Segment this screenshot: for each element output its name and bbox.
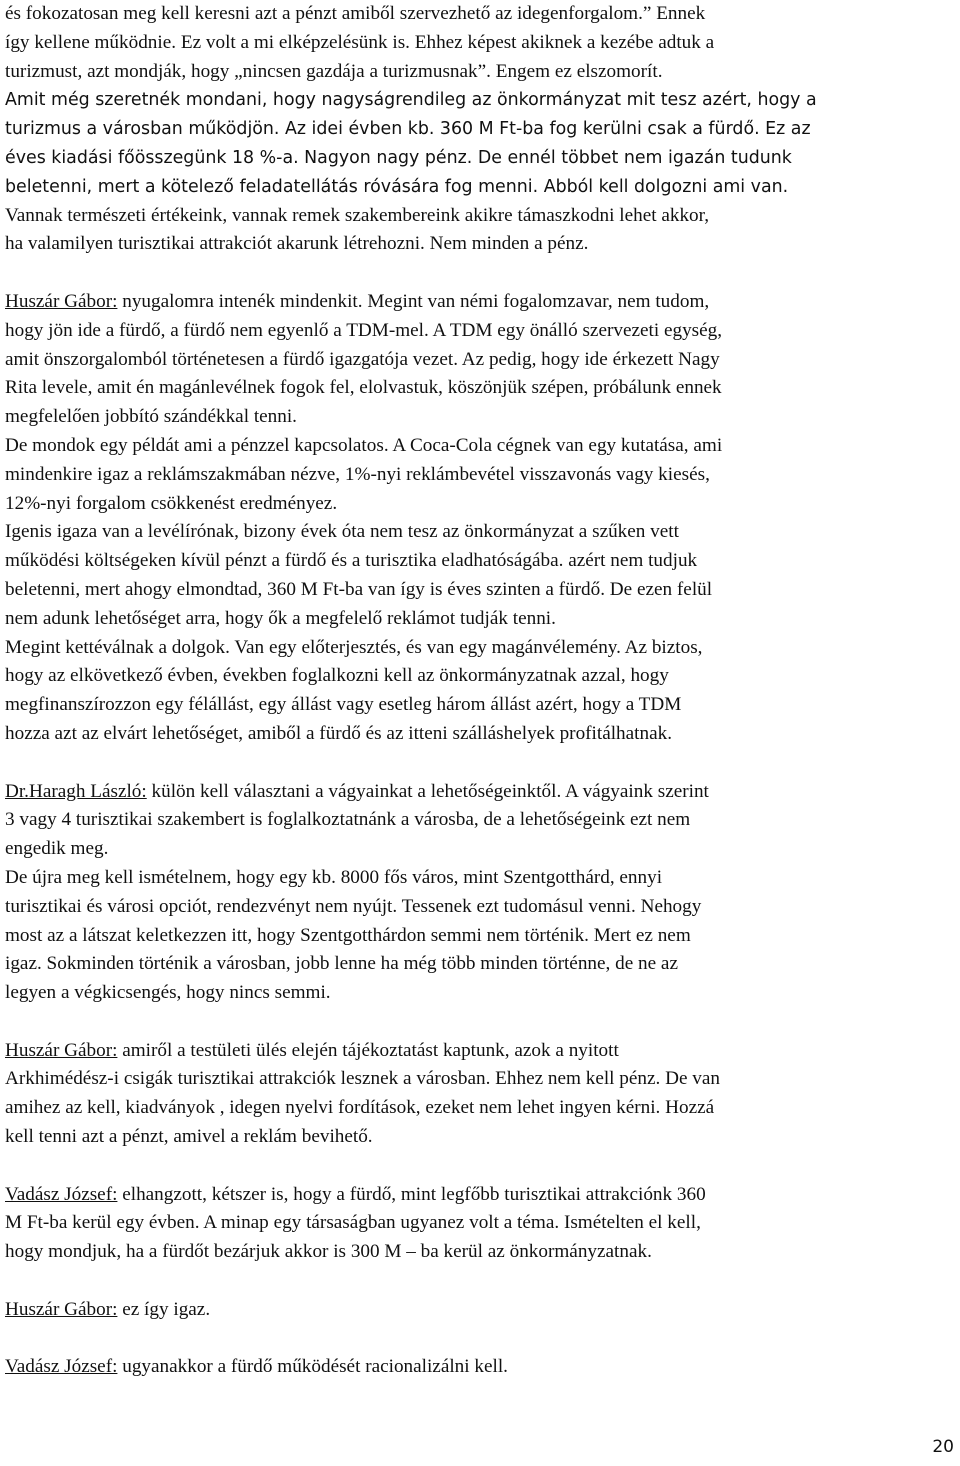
paragraph-gap: [5, 1008, 955, 1037]
text-line: Amit még szeretnék mondani, hogy nagyságrendileg az önkormányzat mit tesz azért, hogy a: [5, 90, 817, 111]
text-line: kell tenni azt a pénzt, amivel a reklám bevihető.: [5, 1126, 373, 1148]
text-line: hozza azt az elvárt lehetőséget, amiből a fürdő és az itteni szálláshelyek profitálhatnak.: [5, 722, 672, 744]
speaker-line: [5, 1296, 955, 1325]
text-line: hogy jön ide a fürdő, a fürdő nem egyenlő a TDM-mel. A TDM egy önálló szervezeti egység,: [5, 319, 723, 341]
text-line: megfelelően jobbító szándékkal tenni.: [5, 406, 297, 428]
text-line: hogy az elkövetkező évben, években foglalkozni kell az önkormányzatnak azzal, hogy: [5, 665, 669, 687]
speech-text: ugyanakkor a fürdő működését racionalizálni kell.: [117, 1356, 508, 1378]
text-line: turizmus a városban működjön. Az idei évben kb. 360 M Ft-ba fog kerülni csak a fürdő. Ez az: [5, 119, 811, 140]
text-line: turisztikai és városi opciót, rendezvényt nem nyújt. Tessenek ezt tudomásul venni. Nehogy: [5, 895, 702, 917]
text-line: megfinanszírozzon egy félállást, egy állást vagy esetleg három állást azért, hogy a TDM: [5, 694, 682, 716]
text-line: amihez az kell, kiadványok , idegen nyelvi fordítások, ezeket nem lehet ingyen kérni. Hozzá: [5, 1097, 715, 1119]
text-line: éves kiadási főösszegünk 18 %-a. Nagyon nagy pénz. De ennél többet nem igazán tudunk: [5, 147, 792, 168]
text-line: De mondok egy példát ami a pénzzel kapcsolatos. A Coca-Cola cégnek van egy kutatása, ami: [5, 434, 723, 456]
paragraph-gap: [5, 749, 955, 778]
page-number: 20: [932, 1437, 954, 1457]
speaker-name: Huszár Gábor:: [5, 290, 118, 312]
text-line: amit önszorgalomból történetesen a fürdő igazgatója vezet. Az pedig, hogy ide érkezett Nagy: [5, 348, 720, 370]
paragraph-gap: [5, 259, 955, 288]
text-line: Rita levele, amit én magánlevélnek fogok fel, elolvastuk, köszönjük szépen, próbálunk ennek: [5, 377, 722, 399]
speaker-line: [5, 1353, 955, 1382]
text-line: hogy mondjuk, ha a fürdőt bezárjuk akkor is 300 M – ba kerül az önkormányzatnak.: [5, 1241, 652, 1263]
speaker-name: Vadász József:: [5, 1356, 118, 1378]
speaker-line: [5, 1037, 955, 1066]
text-line: mindenkire igaz a reklámszakmában nézve, 1%-nyi reklámbevétel visszavonás vagy kiesés,: [5, 463, 710, 485]
text-line: és fokozatosan meg kell keresni azt a pénzt amiből szervezhető az idegenforgalom.” Ennek: [5, 3, 706, 24]
speech-text: ez így igaz.: [117, 1298, 211, 1320]
text-line: 12%-nyi forgalom csökkenést eredményez.: [5, 492, 338, 514]
text-line: engedik meg.: [5, 838, 109, 860]
document-page: [5, 0, 955, 1382]
text-line: működési költségeken kívül pénzt a fürdő és a turisztika eladhatóságába. azért nem tudjuk: [5, 550, 698, 572]
speech-text: amiről a testületi ülés elején tájékoztatást kaptunk, azok a nyitott: [117, 1039, 619, 1061]
text-line: igaz. Sokminden történik a városban, jobb lenne ha még több minden történne, de ne az: [5, 953, 678, 975]
text-line: legyen a végkicsengés, hogy nincs semmi.: [5, 982, 331, 1004]
speaker-line: [5, 778, 955, 807]
speaker-name: Dr.Haragh László:: [5, 780, 147, 802]
text-line: beletenni, mert a kötelező feladatellátás róvására fog menni. Abból kell dolgozni ami van.: [5, 176, 789, 197]
speaker-name: Huszár Gábor:: [5, 1298, 118, 1320]
speech-text: nyugalomra intenék mindenkit. Megint van némi fogalomzavar, nem tudom,: [117, 290, 710, 312]
text-line: nem adunk lehetőséget arra, hogy ők a megfelelő reklámot tudják tenni.: [5, 607, 556, 629]
speech-text: elhangzott, kétszer is, hogy a fürdő, mint legfőbb turisztikai attrakciónk 360: [117, 1183, 706, 1205]
text-line: turizmust, azt mondják, hogy „nincsen gazdája a turizmusnak”. Engem ez elszomorít.: [5, 60, 663, 82]
paragraph-gap: [5, 1152, 955, 1181]
speaker-line: [5, 288, 955, 317]
text-line: Arkhimédész-i csigák turisztikai attrakciók lesznek a városban. Ehhez nem kell pénz. De van: [5, 1068, 720, 1090]
speaker-name: Vadász József:: [5, 1183, 118, 1205]
speaker-line: [5, 1181, 955, 1210]
text-line: De újra meg kell ismételnem, hogy egy kb. 8000 fős város, mint Szentgotthárd, ennyi: [5, 866, 663, 888]
text-line: beletenni, mert ahogy elmondtad, 360 M Ft-ba van így is éves szinten a fürdő. De ezen felül: [5, 578, 713, 600]
paragraph-gap: [5, 1325, 955, 1354]
text-line: most az a látszat keletkezzen itt, hogy Szentgotthárdon semmi nem történik. Mert ez nem: [5, 924, 691, 946]
speech-text: külön kell választani a vágyainkat a lehetőségeinktől. A vágyaink szerint: [146, 780, 709, 802]
speaker-name: Huszár Gábor:: [5, 1039, 118, 1061]
text-line: így kellene működnie. Ez volt a mi elképzelésünk is. Ehhez képest akiknek a kezébe adtuk a: [5, 31, 715, 53]
paragraph-gap: [5, 1267, 955, 1296]
text-line: M Ft-ba kerül egy évben. A minap egy társaságban ugyanez volt a téma. Ismételten el kell,: [5, 1212, 701, 1234]
text-line: Igenis igaza van a levélírónak, bizony évek óta nem tesz az önkormányzat a szűken vett: [5, 521, 679, 543]
text-line: 3 vagy 4 turisztikai szakembert is foglalkoztatnánk a városba, de a lehetőségeink ezt nem: [5, 809, 691, 831]
text-line: Vannak természeti értékeink, vannak remek szakembereink akikre támaszkodni lehet akkor,: [5, 204, 710, 226]
text-line: ha valamilyen turisztikai attrakciót akarunk létrehozni. Nem minden a pénz.: [5, 233, 589, 255]
text-line: Megint kettéválnak a dolgok. Van egy előterjesztés, és van egy magánvélemény. Az biztos,: [5, 636, 703, 658]
